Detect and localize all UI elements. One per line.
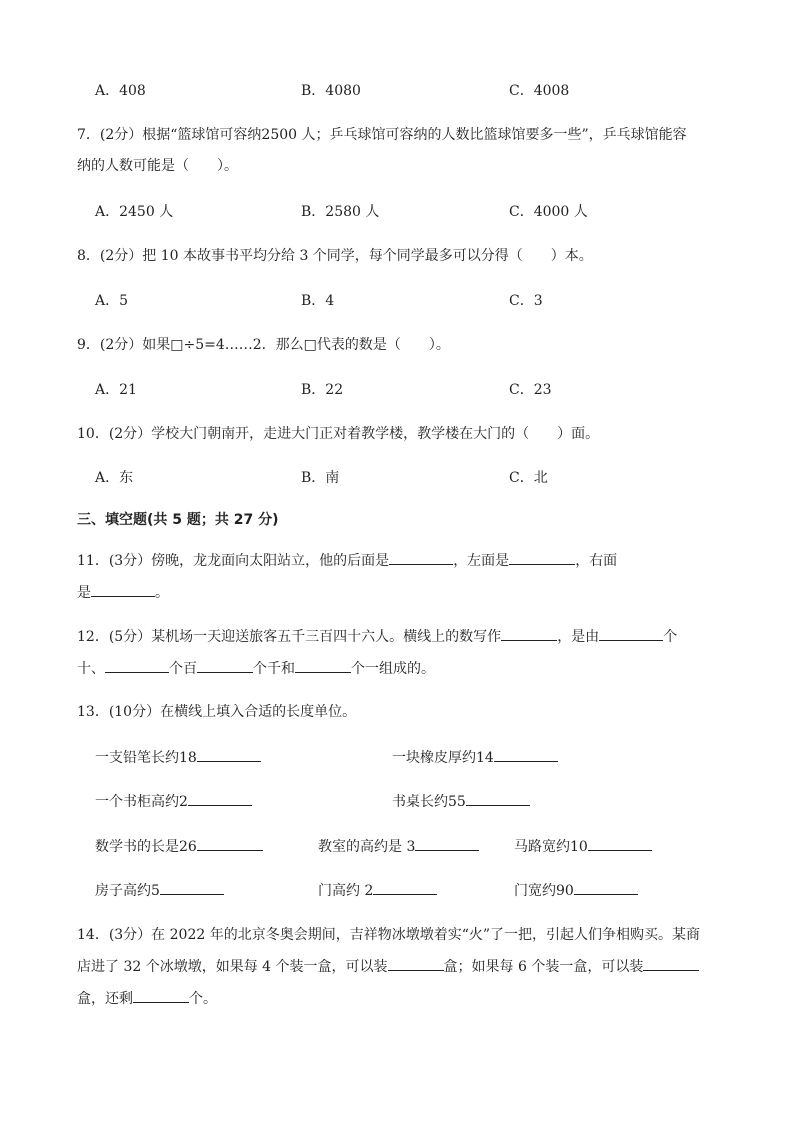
answer-blank[interactable] [197,747,261,762]
answer-blank[interactable] [295,658,351,673]
q14-text-2: 店进了 32 个冰墩墩，如果每 4 个装一盒，可以装 [77,959,388,975]
q13-item [514,836,652,857]
q11-text-3: ，右面 [575,553,618,569]
q10-option-c: C．北 [509,470,548,486]
answer-blank[interactable] [388,956,444,971]
q14-text-4: 盒，还剩 [77,991,133,1007]
answer-blank[interactable] [133,988,189,1003]
q11-line2 [77,582,169,603]
q10-option-a: A．东 [95,470,134,486]
q8-stem: 8．(2分）把 10 本故事书平均分给 3 个同学，每个同学最多可以分得（ ）本。 [77,248,593,264]
q13-item [95,836,263,857]
q12-text-5: 个百 [169,661,197,677]
q7-option-b: B．2580 人 [301,204,380,220]
q7-option-a: A．2450 人 [95,204,174,220]
q12-text-6: 个千和 [253,661,295,677]
q8-option-b: B．4 [301,293,335,309]
answer-blank[interactable] [501,626,557,641]
q8-option-a: A．5 [95,293,129,309]
q13-item-text: 教室的高约是 3 [318,839,416,855]
answer-blank[interactable] [91,582,155,597]
q6-options [95,81,755,101]
answer-blank[interactable] [588,836,652,851]
q14-text-5: 个。 [189,991,217,1007]
q12-line2 [77,658,435,679]
answer-blank[interactable] [389,550,453,565]
q12-text-2: ，是由 [557,629,600,645]
q12-text-3: 个 [663,629,678,645]
q13-item [318,836,479,857]
q7-stem-line1: 7．(2分）根据“篮球馆可容纳2500 人；乒乓球馆可容纳的人数比篮球馆要多一些”，乒乓球馆能容 [77,127,687,143]
q10-option-b: B．南 [301,470,340,486]
q9-option-b: B．22 [301,382,344,398]
q7-stem-line2: 纳的人数可能是（ ）。 [77,158,238,174]
q10-stem: 10．(2分）学校大门朝南开，走进大门正对着教学楼，教学楼在大门的（ ）面。 [77,426,600,442]
answer-blank[interactable] [160,880,224,895]
section-heading: 三、填空题(共 5 题；共 27 分) [77,512,279,528]
answer-blank[interactable] [494,747,558,762]
q13-item-text: 门高约 2 [318,883,374,899]
q13-item [392,791,530,812]
q11-text-1: 11．(3分）傍晚，龙龙面向太阳站立，他的后面是 [77,553,390,569]
q9-options [95,380,755,400]
answer-blank[interactable] [574,880,638,895]
answer-blank[interactable] [197,836,263,851]
q11-text-4: 是 [77,585,91,601]
answer-blank[interactable] [188,791,252,806]
q13-item-text: 数学书的长是26 [95,839,197,855]
q13-item [514,880,638,901]
q11-text-5: 。 [155,585,169,601]
q6-option-b: B．4080 [301,83,361,99]
q12-line1 [77,626,677,647]
q7-option-c: C．4000 人 [509,204,588,220]
q14-line2 [77,956,699,977]
answer-blank[interactable] [599,626,663,641]
q13-item-text: 房子高约5 [95,883,160,899]
q6-option-c: C．4008 [509,83,570,99]
q14-line1: 14．(3分）在 2022 年的北京冬奥会期间，吉祥物冰墩墩着实“火”了一把，引起人们争相购买。某商 [77,927,701,943]
q6-option-a: A．408 [95,83,146,99]
q7-options [95,202,755,222]
q13-item [318,880,437,901]
q9-option-a: A．21 [95,382,137,398]
q9-option-c: C．23 [509,382,552,398]
q13-item-text: 一支铅笔长约18 [95,750,197,766]
q13-item [95,880,224,901]
q11-line1 [77,550,617,571]
q14-line3 [77,988,217,1009]
q13-item-text: 一块橡皮厚约14 [392,750,494,766]
q12-text-1: 12．(5分）某机场一天迎送旅客五千三百四十六人。横线上的数写作 [77,629,502,645]
q12-text-4: 十、 [77,661,105,677]
answer-blank[interactable] [105,658,169,673]
q10-options [95,468,755,488]
answer-blank[interactable] [466,791,530,806]
answer-blank[interactable] [197,658,253,673]
q13-stem: 13．(10分）在横线上填入合适的长度单位。 [77,704,357,720]
q13-item [95,747,261,768]
answer-blank[interactable] [643,956,699,971]
q8-option-c: C．3 [509,293,543,309]
q13-item [392,747,558,768]
q14-text-3: 盒；如果每 6 个装一盒，可以装 [443,959,644,975]
q8-options [95,291,755,311]
answer-blank[interactable] [509,550,575,565]
q13-item-text: 马路宽约10 [514,839,588,855]
q13-item [95,791,252,812]
q13-item-text: 书桌长约55 [392,794,466,810]
answer-blank[interactable] [415,836,479,851]
q13-item-text: 门宽约90 [514,883,574,899]
answer-blank[interactable] [373,880,437,895]
q12-text-7: 个一组成的。 [351,661,435,677]
q11-text-2: ，左面是 [453,553,510,569]
q13-item-text: 一个书柜高约2 [95,794,188,810]
q9-stem: 9．(2分）如果□÷5=4……2．那么□代表的数是（ ）。 [77,337,450,353]
